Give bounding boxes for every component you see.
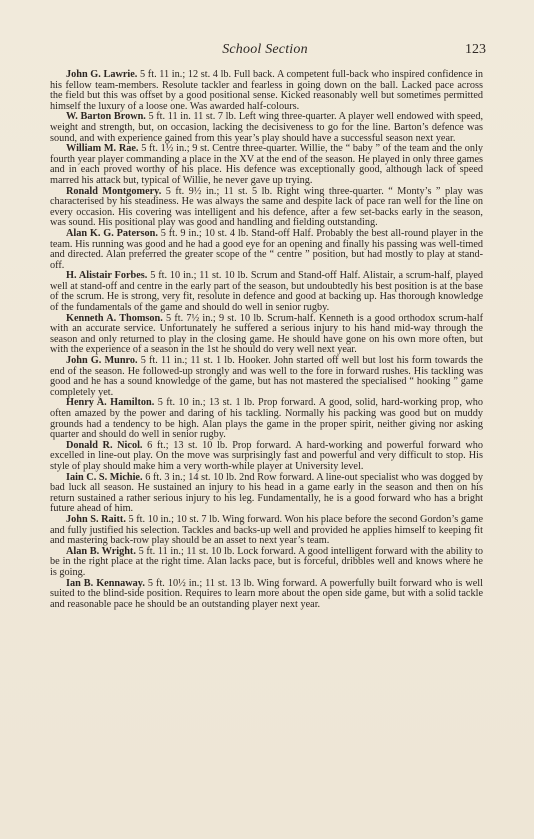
page-header <box>44 42 486 60</box>
player-meta: 6 ft. 3 in.; 14 st. 10 lb. 2nd Row forward. <box>145 471 315 483</box>
player-name: John S. Raitt. <box>66 513 126 525</box>
player-meta: 5 ft. 9 in.; 10 st. 4 lb. Stand-off Half. <box>160 227 314 239</box>
player-entry-montgomery <box>50 187 483 229</box>
player-meta: 5 ft. 1½ in.; 9 st. Centre three-quarter. <box>141 143 298 155</box>
player-meta: 5 ft. 11 in. 11 st. 7 lb. Left wing three-quarter. <box>148 111 337 123</box>
player-meta: 5 ft. 7½ in.; 9 st. 10 lb. Scrum-half. <box>166 312 316 324</box>
player-meta: 5 ft. 9½ in.; 11 st. 5 lb. Right wing three-quarter. <box>165 185 384 197</box>
player-name: John G. Lawrie. <box>66 69 138 80</box>
player-name: John G. Munro. <box>66 355 138 367</box>
player-entry-thomson <box>50 314 483 356</box>
player-meta: 5 ft. 11 in.; 11 st. 1 lb. Hooker. <box>140 355 271 367</box>
player-description: A player well endowed with speed, weight and strength, but, on occasion, lacking the decisiveness to go for the line. Barton’s defence was sound, and with experience gained from this year’s play should have a successful season next year. <box>50 111 484 144</box>
player-description: “ Monty’s ” play was characterised by his steadiness. He was always the same and despite lack of pace ran well for the line on every occasion. His covering was intelligent and his defence, after a few set-backs early in the season, was sound. His positional play was good and handling and fielding outstanding. <box>50 185 484 229</box>
player-meta: 5 ft. 10 in.; 11 st. 10 lb. Scrum and Stand-off Half. <box>150 270 361 282</box>
player-description: A competent full-back who inspired confidence in his fellow team-members. Resolute tackler and fearless in going down on the ball. Lacked pace across the field but this was offset by a good positional sense. Kicked reasonably well but sometimes permitted himself the luxury of a loose one. Was awarded half-colours. <box>50 69 484 112</box>
player-entry-forbes <box>50 271 483 313</box>
player-description: Willie, the “ baby ” of the team and the only fourth year player commanding a place in the XV at the end of the season. He played in only three games and in each proved worthy of his place. His defence was exceptionally good, although lack of speed marred his attack but, typical of Willie, he never gave up trying. <box>50 143 483 186</box>
player-name: Kenneth A. Thomson. <box>66 312 163 324</box>
player-description: John started off well but lost his form towards the end of the season. He followed-up strongly and was well to the fore in forward rushes. His tackling was good and he has a sound knowledge of the game, but has not mastered the specialised “ hooking ” game completely yet. <box>50 355 483 398</box>
player-name: Alan K. G. Paterson. <box>66 227 158 239</box>
running-head: School Section <box>222 42 308 57</box>
player-entry-paterson <box>50 229 483 271</box>
player-entry-munro <box>50 356 483 398</box>
player-entry-lawrie <box>50 70 483 112</box>
player-name: Iain C. S. Michie. <box>66 471 143 483</box>
player-name: W. Barton Brown. <box>66 111 146 123</box>
player-description: Kenneth is a good orthodox scrum-half with an accurate service. Unfortunately he suffered a serious injury to his hand mid-way through the season and only returned to play in the closing game. He should have gone on his own more often, but with the experience of a season in the 1st he should do very well next year. <box>50 312 483 356</box>
player-name: Donald R. Nicol. <box>66 439 143 451</box>
player-name: Henry A. Hamilton. <box>66 397 155 409</box>
player-entry-rae <box>50 144 483 186</box>
player-meta: 5 ft. 11 in.; 11 st. 10 lb. Lock forward. <box>138 545 296 557</box>
player-entry-brown <box>50 112 483 144</box>
player-entry-kennaway <box>50 579 483 611</box>
player-entry-wright <box>50 547 483 579</box>
player-meta: 5 ft. 11 in.; 12 st. 4 lb. Full back. <box>140 69 275 80</box>
player-meta: 5 ft. 10½ in.; 11 st. 13 lb. Wing forward. <box>147 577 318 589</box>
player-description: A good, solid, hard-working prop, who often amazed by the power and daring of his tackling. Normally his packing was good but on muddy grounds had a tendency to be high. Alan plays the game in the proper spirit, neither giving nor asking quarter and should do well in senior rugby. <box>50 397 484 441</box>
player-description: Probably the best all-round player in the team. His running was good and he had a good eye for an opening and finally his passing was well-timed and directed. Alan preferred the greater scope of the “ centre ” position, but had mostly to play at stand-off. <box>50 227 484 271</box>
player-name: Alan B. Wright. <box>66 545 136 557</box>
player-name: Ronald Montgomery. <box>66 185 162 197</box>
player-entry-hamilton <box>50 398 483 440</box>
player-description: Alistair, a scrum-half, played well at stand-off and centre in the early part of the season, but undoubtedly his best position is at the base of the scrum. He is strong, very fit, resolute in defence and good at backing up. Has thorough knowledge of the fundamentals of the game and should do well in senior rugby. <box>50 270 484 314</box>
page-number: 123 <box>465 42 486 57</box>
player-entry-michie <box>50 473 483 515</box>
player-name: Ian B. Kennaway. <box>66 577 145 589</box>
player-description: Won his place before the second Gordon’s game and fully justified his selection. Tackles and backs-up well and provided he applies himself to keeping fit and mastering back-row play should be an asset to next year’s team. <box>50 513 484 547</box>
player-meta: 5 ft. 10 in.; 13 st. 1 lb. Prop forward. <box>157 397 316 409</box>
player-meta: 5 ft. 10 in.; 10 st. 7 lb. Wing forward. <box>128 513 283 525</box>
player-description: A line-out specialist who was dogged by bad luck all season. He sustained an injury to his head in a game early in the season and then on his return sustained a rather serious injury to his leg. Fundamentally, he is a good forward who has a bright future ahead of him. <box>50 471 484 515</box>
page-content <box>50 70 483 610</box>
player-name: William M. Rae. <box>66 143 139 155</box>
player-description: A good intelligent forward with the ability to be in the right place at the right time. Alan lacks pace, but is forceful, dribbles well and knows where he is going. <box>50 545 484 578</box>
player-entry-nicol <box>50 441 483 473</box>
player-entry-raitt <box>50 515 483 547</box>
player-description: A hard-working and powerful forward who excelled in line-out play. On the move was surprisingly fast and powerful and very difficult to stop. His style of play should make him a very worth-while player at University level. <box>50 439 483 472</box>
player-name: H. Alistair Forbes. <box>66 270 148 282</box>
player-meta: 6 ft.; 13 st. 10 lb. Prop forward. <box>147 439 292 451</box>
player-description: A powerfully built forward who is well suited to the blind-side position. Requires to learn more about the open side game, but with a solid tackle and reasonable pace he should be an outstanding player next year. <box>50 577 483 610</box>
